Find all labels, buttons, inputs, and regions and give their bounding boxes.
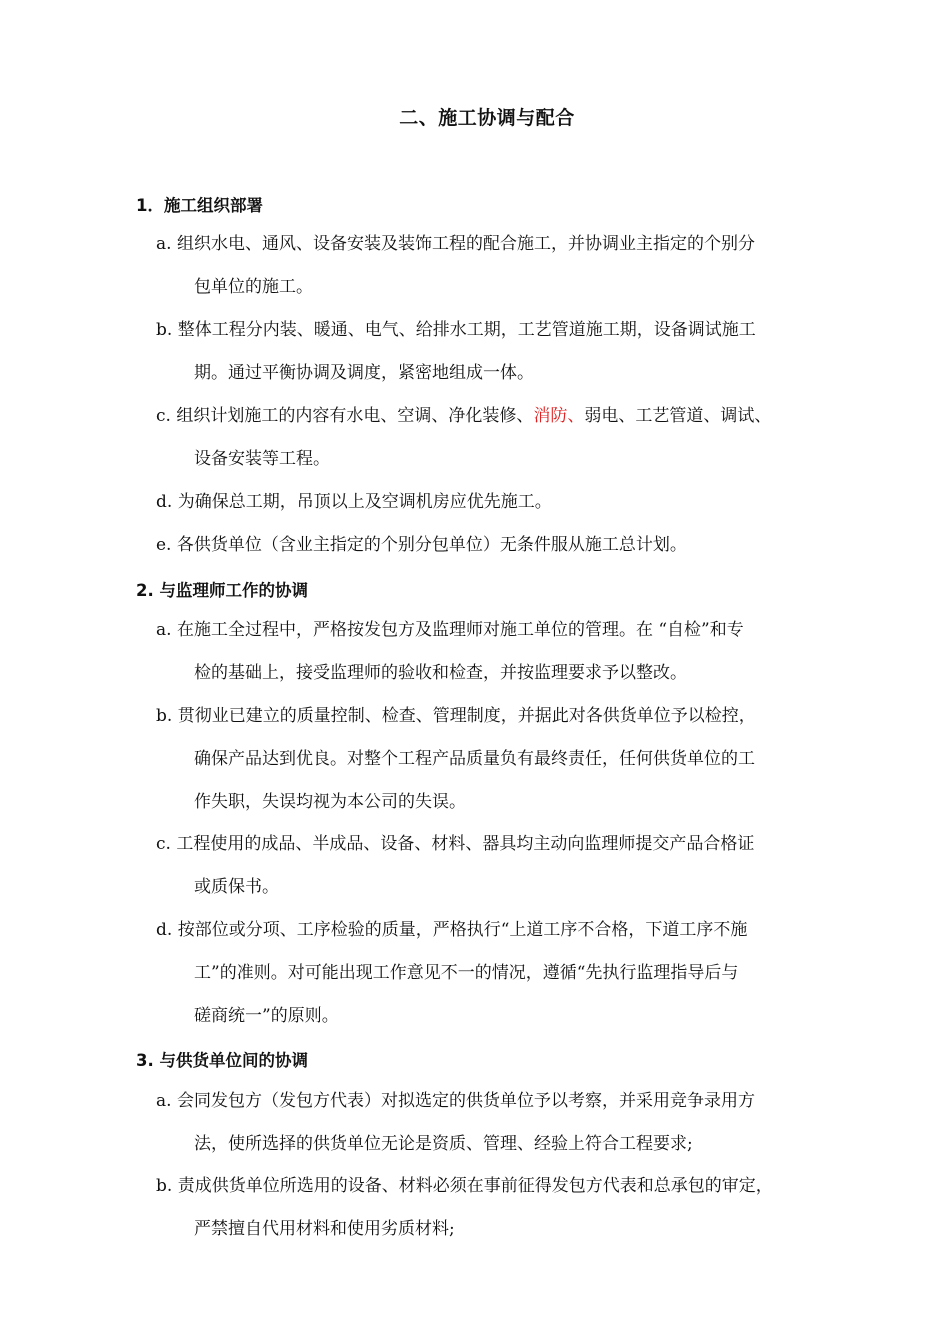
list-item xyxy=(156,481,856,524)
item-line: d. 按部位或分项、工序检验的质量，严格执行“上道工序不合格，下道工序不施 xyxy=(156,920,748,940)
item-line: a. 在施工全过程中，严格按发包方及监理师对施工单位的管理。在 “自检”和专 xyxy=(156,620,744,640)
item-line xyxy=(156,395,856,438)
section-heading-2: 2. 与监理师工作的协调 xyxy=(136,581,308,600)
list-item xyxy=(156,1080,856,1166)
item-line: 期。通过平衡协调及调度，紧密地组成一体。 xyxy=(194,363,534,383)
section-heading-3: 3. 与供货单位间的协调 xyxy=(136,1051,308,1070)
item-line: c. 工程使用的成品、半成品、设备、材料、器具均主动向监理师提交产品合格证 xyxy=(156,834,755,854)
item-line: b. 贯彻业已建立的质量控制、检查、管理制度，并据此对各供货单位予以检控， xyxy=(156,706,756,726)
list-item xyxy=(156,309,856,395)
item-line: 包单位的施工。 xyxy=(194,277,313,297)
list-item xyxy=(156,609,856,695)
list-item xyxy=(156,395,856,481)
item-line: 作失职，失误均视为本公司的失误。 xyxy=(194,792,466,812)
item-line: 设备安装等工程。 xyxy=(194,449,330,469)
item-line: 磋商统一”的原则。 xyxy=(194,1006,339,1026)
item-line: b. 责成供货单位所选用的设备、材料必须在事前征得发包方代表和总承包的审定， xyxy=(156,1176,773,1196)
item-line: e. 各供货单位（含业主指定的个别分包单位）无条件服从施工总计划。 xyxy=(156,535,687,555)
item-line: 检的基础上，接受监理师的验收和检查，并按监理要求予以整改。 xyxy=(194,663,687,683)
list-item xyxy=(156,524,856,567)
item-line: 法，使所选择的供货单位无论是资质、管理、经验上符合工程要求; xyxy=(194,1134,693,1154)
item-line: a. 组织水电、通风、设备安装及装饰工程的配合施工，并协调业主指定的个别分 xyxy=(156,234,755,254)
item-line: 或质保书。 xyxy=(194,877,279,897)
section-heading-1: 1．施工组织部署 xyxy=(136,196,263,215)
item-text: 弱电、工艺管道、调试、 xyxy=(584,406,772,426)
list-item xyxy=(156,909,856,1038)
item-line: b. 整体工程分内装、暖通、电气、给排水工期，工艺管道施工期，设备调试施工 xyxy=(156,320,756,340)
item-line: d. 为确保总工期，吊顶以上及空调机房应优先施工。 xyxy=(156,492,552,512)
item-line: 工”的准则。对可能出现工作意见不一的情况，遵循“先执行监理指导后与 xyxy=(194,963,739,983)
list-item xyxy=(156,1165,856,1251)
item-line: 严禁擅自代用材料和使用劣质材料; xyxy=(194,1219,455,1239)
list-item xyxy=(156,695,856,824)
item-text: c. 组织计划施工的内容有水电、空调、净化装修、 xyxy=(156,406,534,426)
item-line: a. 会同发包方（发包方代表）对拟选定的供货单位予以考察，并采用竞争录用方 xyxy=(156,1091,755,1111)
list-item xyxy=(156,223,856,309)
item-line: 确保产品达到优良。对整个工程产品质量负有最终责任，任何供货单位的工 xyxy=(194,749,755,769)
highlighted-text: 消防、 xyxy=(533,406,585,426)
page-title: 二、施工协调与配合 xyxy=(399,107,575,129)
list-item xyxy=(156,823,856,909)
